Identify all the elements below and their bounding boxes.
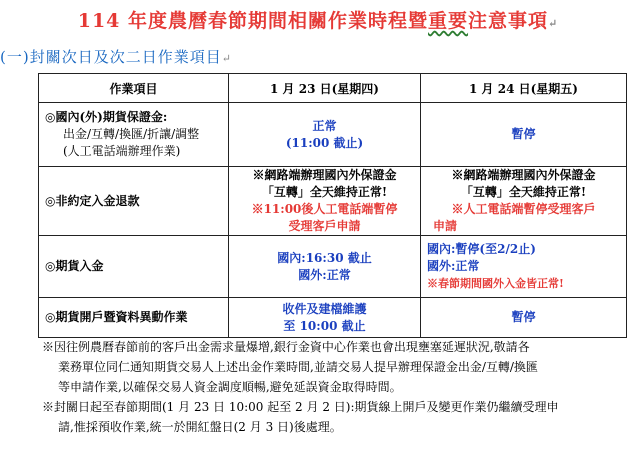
row-day2-margin: 暫停 <box>421 103 627 167</box>
table-header-row <box>39 74 627 103</box>
table-row <box>39 298 627 338</box>
row-day1-notes: ※網路端辦理國內外保證金 「互轉」全天維持正常! ※11:00後人工電話端暫停 受理客戶申請 <box>229 167 421 236</box>
header-item: 作業項目 <box>39 74 229 103</box>
row-day1-account: 收件及建檔維護 至 10:00 截止 <box>229 298 421 338</box>
header-day2: 1 月 24 日(星期五) <box>421 74 627 103</box>
note-line: ※封關日起至春節期間(1 月 23 日 10:00 起至 2 月 2 日):期貨線上開戶及變更作業仍繼續受理申 <box>42 400 559 414</box>
title-emphasis: 重要 <box>428 10 469 32</box>
note-line: ※因往例農曆春節前的客戶出金需求量爆增,銀行金資中心作業也會出現壅塞延遲狀況,敬請各 <box>42 340 530 354</box>
row-item-deposit: ◎期貨入金 <box>39 236 229 298</box>
note-line: 請,惟採預收作業,統一於開紅盤日(2 月 3 日)後處理。 <box>58 420 342 434</box>
note-line: 業務單位同仁通知期貨交易人上述出金作業時間,並請交易人提早辦理保證金出金/互轉/換匯 <box>58 360 538 374</box>
notes-block <box>42 337 630 437</box>
row-day2-notes: ※網路端辦理國內外保證金 「互轉」全天維持正常! ※人工電話端暫停受理客戶 申請 <box>421 167 627 236</box>
row-day1-margin: 正常 (11:00 截止) <box>229 103 421 167</box>
row-item-margin: ◎國內(外)期貨保證金: 出金/互轉/換匯/折讓/調整 (人工電話端辦理作業) <box>39 103 229 167</box>
section-heading: (一)封關次日及次二日作業項目↵ <box>0 48 232 66</box>
note-line: 等申請作業,以確保交易人資金調度順暢,避免延誤資金取得時間。 <box>58 380 402 394</box>
paragraph-mark-icon: ↵ <box>548 17 559 30</box>
row-day2-account: 暫停 <box>421 298 627 338</box>
table-row <box>39 167 627 236</box>
paragraph-mark-icon: ↵ <box>221 52 232 65</box>
row-day1-deposit: 國內:16:30 截止 國外:正常 <box>229 236 421 298</box>
table-row <box>39 103 627 167</box>
schedule-table <box>38 73 627 338</box>
title-tail: 注意事項 <box>468 10 549 32</box>
header-day1: 1 月 23 日(星期四) <box>229 74 421 103</box>
title-main: 114 年度農曆春節期間相關作業時程暨 <box>77 10 429 32</box>
table-row <box>39 236 627 298</box>
page-title <box>0 6 636 33</box>
row-day2-deposit: 國內:暫停(至2/2止) 國外:正常 ※春節期間國外入金皆正常! <box>421 236 627 298</box>
row-item-account: ◎期貨開戶暨資料異動作業 <box>39 298 229 338</box>
row-item-refund: ◎非約定入金退款 <box>39 167 229 236</box>
